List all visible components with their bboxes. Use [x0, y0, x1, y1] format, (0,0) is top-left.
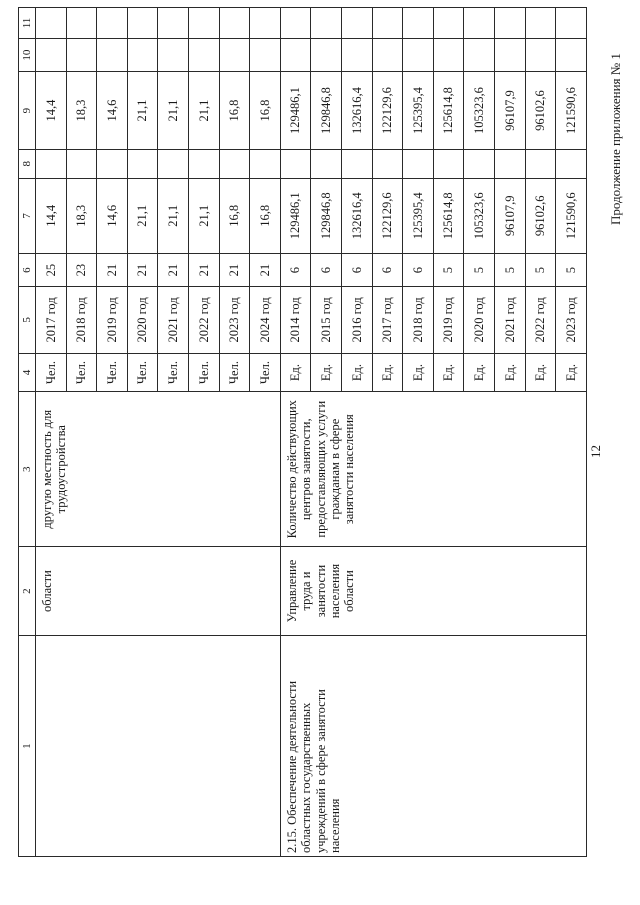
- value-cell-year: 2017 год: [372, 287, 403, 353]
- value-cell-c6: 21: [97, 254, 128, 287]
- value-cell-c9: 125614,8: [433, 72, 464, 150]
- value-cell-unit: Чел.: [158, 353, 189, 392]
- value-cell-c6: 21: [219, 254, 250, 287]
- value-cell-c7: 122129,6: [372, 178, 403, 254]
- value-cell-c11: [433, 8, 464, 39]
- value-cell-c11: [188, 8, 219, 39]
- value-cell-year: 2018 год: [66, 287, 97, 353]
- value-cell-year: 2019 год: [433, 287, 464, 353]
- value-cell-c10: [433, 38, 464, 71]
- value-cell-c11: [525, 8, 556, 39]
- value-cell-c9: 18,3: [66, 72, 97, 150]
- value-cell-unit: Ед.: [556, 353, 587, 392]
- value-cell-unit: Ед.: [311, 353, 342, 392]
- value-cell-c6: 5: [494, 254, 525, 287]
- value-cell-unit: Ед.: [525, 353, 556, 392]
- value-cell-year: 2015 год: [311, 287, 342, 353]
- header-cell: 8: [19, 149, 36, 178]
- value-cell-c6: 6: [372, 254, 403, 287]
- value-cell-c9: 125395,4: [403, 72, 434, 150]
- value-cell-c6: 23: [66, 254, 97, 287]
- value-cell-c8: [66, 149, 97, 178]
- value-cell-c11: [127, 8, 158, 39]
- value-cell-c10: [341, 38, 372, 71]
- value-cell-year: 2020 год: [127, 287, 158, 353]
- value-cell-c10: [127, 38, 158, 71]
- value-cell-c11: [280, 8, 311, 39]
- executor-cell: области: [36, 546, 281, 635]
- value-cell-c7: 21,1: [188, 178, 219, 254]
- value-cell-c9: 105323,6: [464, 72, 495, 150]
- header-row: [19, 8, 36, 857]
- table-row: [36, 8, 67, 857]
- value-cell-year: 2020 год: [464, 287, 495, 353]
- value-cell-c6: 5: [556, 254, 587, 287]
- value-cell-c9: 14,6: [97, 72, 128, 150]
- value-cell-c7: 14,4: [36, 178, 67, 254]
- value-cell-unit: Ед.: [464, 353, 495, 392]
- value-cell-c8: [36, 149, 67, 178]
- value-cell-c8: [280, 149, 311, 178]
- value-cell-unit: Чел.: [219, 353, 250, 392]
- value-cell-c7: 16,8: [250, 178, 281, 254]
- value-cell-c6: 5: [525, 254, 556, 287]
- header-cell: 4: [19, 353, 36, 392]
- value-cell-c10: [311, 38, 342, 71]
- value-cell-unit: Чел.: [188, 353, 219, 392]
- value-cell-c10: [464, 38, 495, 71]
- value-cell-year: 2018 год: [403, 287, 434, 353]
- header-cell: 3: [19, 392, 36, 546]
- value-cell-c6: 6: [403, 254, 434, 287]
- value-cell-c8: [341, 149, 372, 178]
- value-cell-c6: 21: [158, 254, 189, 287]
- value-cell-c10: [372, 38, 403, 71]
- executor-cell: Управление труда и занятости населения области: [280, 546, 586, 635]
- value-cell-year: 2021 год: [158, 287, 189, 353]
- value-cell-c8: [158, 149, 189, 178]
- value-cell-c10: [556, 38, 587, 71]
- value-cell-c11: [556, 8, 587, 39]
- value-cell-c9: 129486,1: [280, 72, 311, 150]
- value-cell-c10: [280, 38, 311, 71]
- value-cell-year: 2024 год: [250, 287, 281, 353]
- value-cell-c7: 96107,9: [494, 178, 525, 254]
- value-cell-c7: 105323,6: [464, 178, 495, 254]
- value-cell-c8: [127, 149, 158, 178]
- header-cell: 6: [19, 254, 36, 287]
- value-cell-c11: [372, 8, 403, 39]
- value-cell-c7: 125395,4: [403, 178, 434, 254]
- value-cell-c11: [311, 8, 342, 39]
- value-cell-c11: [36, 8, 67, 39]
- value-cell-year: 2019 год: [97, 287, 128, 353]
- indicator-cell: Количество действующих центров занятости, предоставляющих услуги гражданам в сфере занятости населения: [280, 392, 586, 546]
- value-cell-c11: [494, 8, 525, 39]
- value-cell-c8: [556, 149, 587, 178]
- value-cell-c11: [66, 8, 97, 39]
- value-cell-c8: [372, 149, 403, 178]
- value-cell-year: 2023 год: [219, 287, 250, 353]
- value-cell-c7: 125614,8: [433, 178, 464, 254]
- value-cell-unit: Ед.: [433, 353, 464, 392]
- value-cell-c10: [403, 38, 434, 71]
- value-cell-c6: 21: [250, 254, 281, 287]
- activity-cell: 2.15. Обеспечение деятельности областных государственных учреждений в сфере занятости населения: [280, 636, 586, 857]
- header-cell: 10: [19, 38, 36, 71]
- header-cell: 7: [19, 178, 36, 254]
- value-cell-c8: [219, 149, 250, 178]
- value-cell-c6: 6: [311, 254, 342, 287]
- value-cell-c9: 14,4: [36, 72, 67, 150]
- value-cell-unit: Чел.: [127, 353, 158, 392]
- value-cell-year: 2016 год: [341, 287, 372, 353]
- value-cell-year: 2014 год: [280, 287, 311, 353]
- value-cell-c11: [464, 8, 495, 39]
- value-cell-c10: [525, 38, 556, 71]
- value-cell-c6: 6: [341, 254, 372, 287]
- value-cell-c8: [433, 149, 464, 178]
- value-cell-c10: [36, 38, 67, 71]
- value-cell-c7: 14,6: [97, 178, 128, 254]
- value-cell-c10: [188, 38, 219, 71]
- value-cell-c7: 18,3: [66, 178, 97, 254]
- page-number: 12: [588, 445, 603, 458]
- value-cell-c9: 21,1: [127, 72, 158, 150]
- value-cell-c11: [97, 8, 128, 39]
- value-cell-unit: Ед.: [280, 353, 311, 392]
- value-cell-c10: [494, 38, 525, 71]
- value-cell-c8: [403, 149, 434, 178]
- value-cell-c11: [403, 8, 434, 39]
- value-cell-year: 2022 год: [188, 287, 219, 353]
- value-cell-unit: Чел.: [36, 353, 67, 392]
- value-cell-unit: Ед.: [494, 353, 525, 392]
- value-cell-c9: 121590,6: [556, 72, 587, 150]
- header-cell: 2: [19, 546, 36, 635]
- value-cell-c10: [66, 38, 97, 71]
- value-cell-c10: [250, 38, 281, 71]
- header-cell: 1: [19, 636, 36, 857]
- value-cell-c9: 122129,6: [372, 72, 403, 150]
- indicator-cell: другую местность для трудоустройства: [36, 392, 281, 546]
- value-cell-c6: 25: [36, 254, 67, 287]
- value-cell-unit: Чел.: [97, 353, 128, 392]
- value-cell-c7: 121590,6: [556, 178, 587, 254]
- value-cell-c9: 129846,8: [311, 72, 342, 150]
- value-cell-c7: 16,8: [219, 178, 250, 254]
- value-cell-c9: 21,1: [158, 72, 189, 150]
- value-cell-year: 2021 год: [494, 287, 525, 353]
- value-cell-c7: 21,1: [158, 178, 189, 254]
- value-cell-unit: Чел.: [66, 353, 97, 392]
- value-cell-c8: [188, 149, 219, 178]
- value-cell-unit: Ед.: [403, 353, 434, 392]
- value-cell-c9: 16,8: [219, 72, 250, 150]
- value-cell-unit: Чел.: [250, 353, 281, 392]
- header-cell: 9: [19, 72, 36, 150]
- value-cell-c11: [341, 8, 372, 39]
- value-cell-c11: [219, 8, 250, 39]
- value-cell-c6: 21: [127, 254, 158, 287]
- value-cell-c9: 132616,4: [341, 72, 372, 150]
- value-cell-year: 2017 год: [36, 287, 67, 353]
- value-cell-c9: 96107,9: [494, 72, 525, 150]
- header-cell: 11: [19, 8, 36, 39]
- value-cell-c8: [525, 149, 556, 178]
- value-cell-unit: Ед.: [341, 353, 372, 392]
- value-cell-c8: [311, 149, 342, 178]
- value-cell-c7: 21,1: [127, 178, 158, 254]
- empty-activity-cell: [36, 636, 281, 857]
- value-cell-c10: [158, 38, 189, 71]
- value-cell-c6: 5: [464, 254, 495, 287]
- value-cell-unit: Ед.: [372, 353, 403, 392]
- value-cell-c9: 16,8: [250, 72, 281, 150]
- value-cell-c11: [158, 8, 189, 39]
- value-cell-c10: [97, 38, 128, 71]
- value-cell-c7: 129486,1: [280, 178, 311, 254]
- value-cell-year: 2023 год: [556, 287, 587, 353]
- program-table: [18, 7, 587, 857]
- value-cell-c10: [219, 38, 250, 71]
- value-cell-c8: [97, 149, 128, 178]
- value-cell-c7: 132616,4: [341, 178, 372, 254]
- table-row: [280, 8, 311, 857]
- value-cell-c8: [250, 149, 281, 178]
- value-cell-c8: [464, 149, 495, 178]
- value-cell-c6: 21: [188, 254, 219, 287]
- value-cell-year: 2022 год: [525, 287, 556, 353]
- value-cell-c7: 96102,6: [525, 178, 556, 254]
- value-cell-c6: 5: [433, 254, 464, 287]
- value-cell-c7: 129846,8: [311, 178, 342, 254]
- value-cell-c8: [494, 149, 525, 178]
- value-cell-c9: 21,1: [188, 72, 219, 150]
- value-cell-c11: [250, 8, 281, 39]
- value-cell-c6: 6: [280, 254, 311, 287]
- continuation-title: Продолжение приложения № 1: [608, 53, 623, 225]
- value-cell-c9: 96102,6: [525, 72, 556, 150]
- header-cell: 5: [19, 287, 36, 353]
